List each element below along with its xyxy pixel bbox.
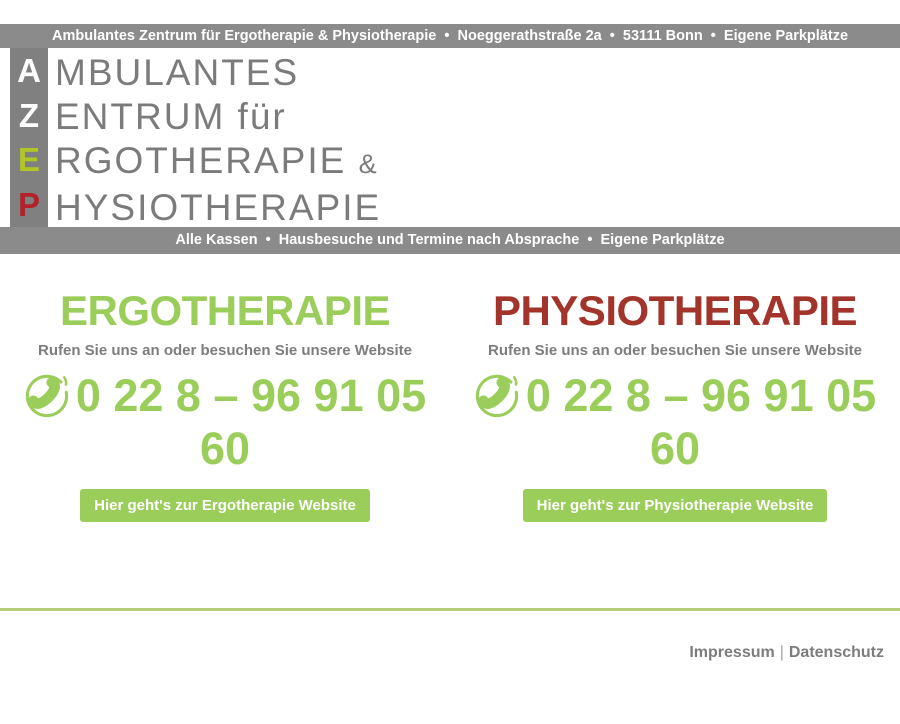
phone-icon [474, 373, 520, 419]
services-info-bar [0, 227, 900, 254]
logo-ampersand: & [358, 149, 377, 179]
logo-word-line4: HYSIOTHERAPIE [55, 187, 382, 228]
logo-initial-p: P [17, 186, 40, 224]
logo-word-line3: RGOTHERAPIE & [55, 140, 377, 181]
physiotherapie-column [450, 254, 900, 522]
logo-initial-e: E [17, 141, 40, 179]
main-content [0, 254, 900, 522]
ergotherapie-phone-number: 0 22 8 – 96 91 05 60 [75, 370, 427, 474]
logo [0, 48, 900, 227]
impressum-link[interactable]: Impressum [689, 644, 775, 661]
footer-separator: | [779, 644, 784, 661]
physiotherapie-website-button[interactable]: Hier geht's zur Physiotherapie Website [523, 489, 828, 522]
footer-divider [0, 608, 900, 611]
logo-wordmark [55, 51, 381, 230]
top-info-bar [0, 24, 900, 48]
physiotherapie-title: PHYSIOTHERAPIE [492, 287, 858, 334]
logo-initials-box [10, 48, 48, 227]
logo-initial-z: Z [18, 96, 40, 134]
services-info-text: Alle Kassen • Hausbesuche und Termine nach Absprache • Eigene Parkplätze [175, 232, 725, 248]
top-info-text: Ambulantes Zentrum für Ergotherapie & Physiotherapie • Noeggerathstraße 2a • 53111 Bonn • Eigene Parkplätze [51, 28, 849, 44]
logo-word-line1: MBULANTES [55, 52, 300, 93]
datenschutz-link[interactable]: Datenschutz [788, 644, 884, 661]
logo-initial-a: A [17, 51, 41, 89]
physiotherapie-phone-number: 0 22 8 – 96 91 05 60 [525, 370, 877, 474]
phone-icon [24, 373, 70, 419]
physiotherapie-phone-link[interactable] [450, 369, 900, 475]
ergotherapie-website-button[interactable]: Hier geht's zur Ergotherapie Website [80, 489, 370, 522]
logo-word-line2: ENTRUM für [55, 96, 287, 137]
ergotherapie-title: ERGOTHERAPIE [59, 287, 391, 334]
ergotherapie-subtitle: Rufen Sie uns an oder besuchen Sie unsere Website [38, 342, 412, 359]
physiotherapie-subtitle: Rufen Sie uns an oder besuchen Sie unsere Website [488, 342, 862, 359]
footer [0, 644, 900, 662]
ergotherapie-column [0, 254, 450, 522]
ergotherapie-phone-link[interactable] [0, 369, 450, 475]
